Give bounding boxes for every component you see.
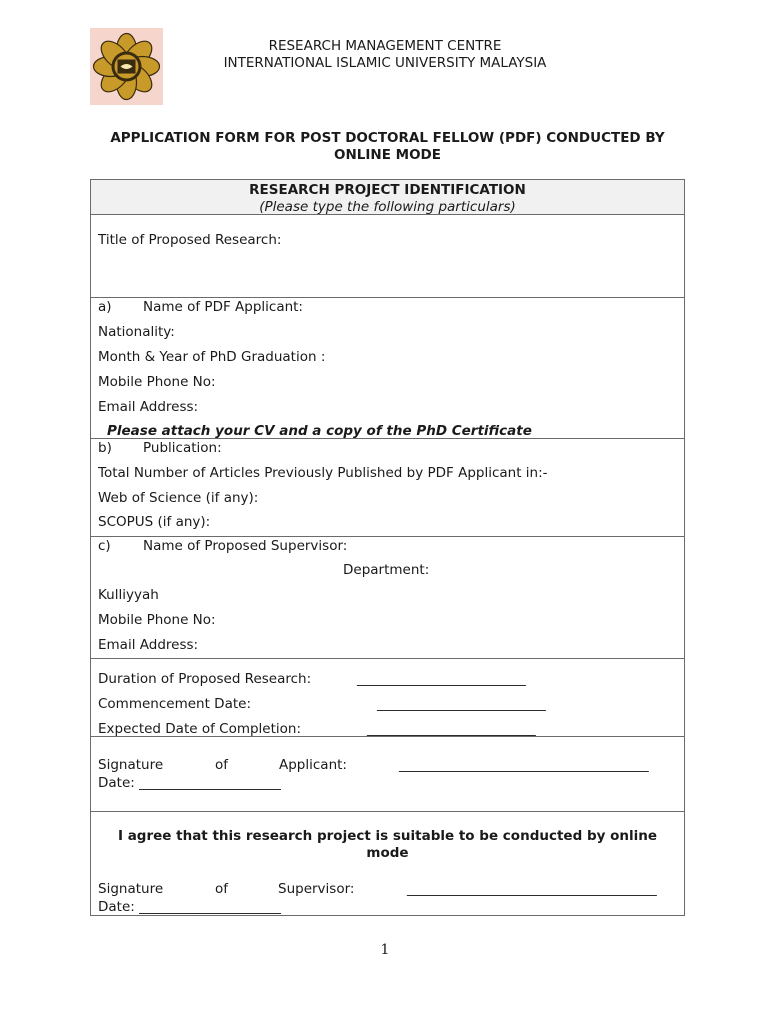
- supervisor-name-label: Name of Proposed Supervisor:: [143, 538, 348, 554]
- supervisor-signature-label: Supervisor:: [278, 881, 355, 897]
- expected-completion-line[interactable]: _________________________: [367, 721, 536, 737]
- commencement-line[interactable]: _________________________: [377, 696, 546, 712]
- phd-graduation-label: Month & Year of PhD Graduation :: [98, 349, 326, 365]
- supervisor-signature-label: Signature: [98, 881, 164, 897]
- page-number: 1: [380, 942, 390, 958]
- divider: [91, 736, 684, 737]
- expected-completion-label: Expected Date of Completion:: [98, 721, 302, 737]
- nationality-label: Nationality:: [98, 324, 175, 340]
- section-subheading: (Please type the following particulars): [259, 199, 516, 215]
- title-of-research-label: Title of Proposed Research:: [98, 232, 282, 248]
- applicant-mobile-label: Mobile Phone No:: [98, 374, 216, 390]
- applicant-signature-label: of: [215, 757, 229, 773]
- form-title-line1: APPLICATION FORM FOR POST DOCTORAL FELLOW (PDF) CONDUCTED BY: [110, 130, 665, 146]
- applicant-name-label: Name of PDF Applicant:: [143, 299, 303, 315]
- section-a-letter: a): [98, 299, 112, 315]
- divider: [91, 658, 684, 659]
- centre-name: RESEARCH MANAGEMENT CENTRE: [268, 38, 502, 54]
- wos-label: Web of Science (if any):: [98, 490, 259, 506]
- applicant-date-field[interactable]: Date: _____________________: [98, 775, 281, 791]
- applicant-signature-label: Applicant:: [279, 757, 347, 773]
- applicant-email-label: Email Address:: [98, 399, 199, 415]
- applicant-signature-line[interactable]: _____________________________________: [399, 757, 649, 773]
- divider: [91, 438, 684, 439]
- department-label: Department:: [343, 562, 430, 578]
- university-name: INTERNATIONAL ISLAMIC UNIVERSITY MALAYSIA: [223, 55, 547, 71]
- supervisor-agreement-line1: I agree that this research project is suitable to be conducted by online: [117, 828, 658, 844]
- section-b-letter: b): [98, 440, 112, 456]
- supervisor-date-field[interactable]: Date: _____________________: [98, 899, 281, 915]
- divider: [91, 214, 684, 215]
- supervisor-email-label: Email Address:: [98, 637, 199, 653]
- divider: [91, 536, 684, 537]
- scopus-label: SCOPUS (if any):: [98, 514, 211, 530]
- application-form: [90, 179, 685, 916]
- total-articles-label: Total Number of Articles Previously Published by PDF Applicant in:-: [98, 465, 548, 481]
- kulliyyah-label: Kulliyyah: [98, 587, 159, 603]
- publication-label: Publication:: [143, 440, 222, 456]
- form-title-line2: ONLINE MODE: [334, 147, 441, 163]
- applicant-signature-label: Signature: [98, 757, 164, 773]
- divider: [91, 811, 684, 812]
- commencement-label: Commencement Date:: [98, 696, 251, 712]
- supervisor-signature-label: of: [215, 881, 229, 897]
- duration-line[interactable]: _________________________: [357, 671, 526, 687]
- attach-cv-note: Please attach your CV and a copy of the PhD Certificate: [107, 423, 532, 439]
- section-heading: RESEARCH PROJECT IDENTIFICATION: [249, 182, 526, 198]
- supervisor-mobile-label: Mobile Phone No:: [98, 612, 216, 628]
- supervisor-agreement-line2: mode: [366, 845, 409, 861]
- duration-label: Duration of Proposed Research:: [98, 671, 312, 687]
- divider: [91, 297, 684, 298]
- supervisor-signature-line[interactable]: _____________________________________: [407, 881, 657, 897]
- section-c-letter: c): [98, 538, 111, 554]
